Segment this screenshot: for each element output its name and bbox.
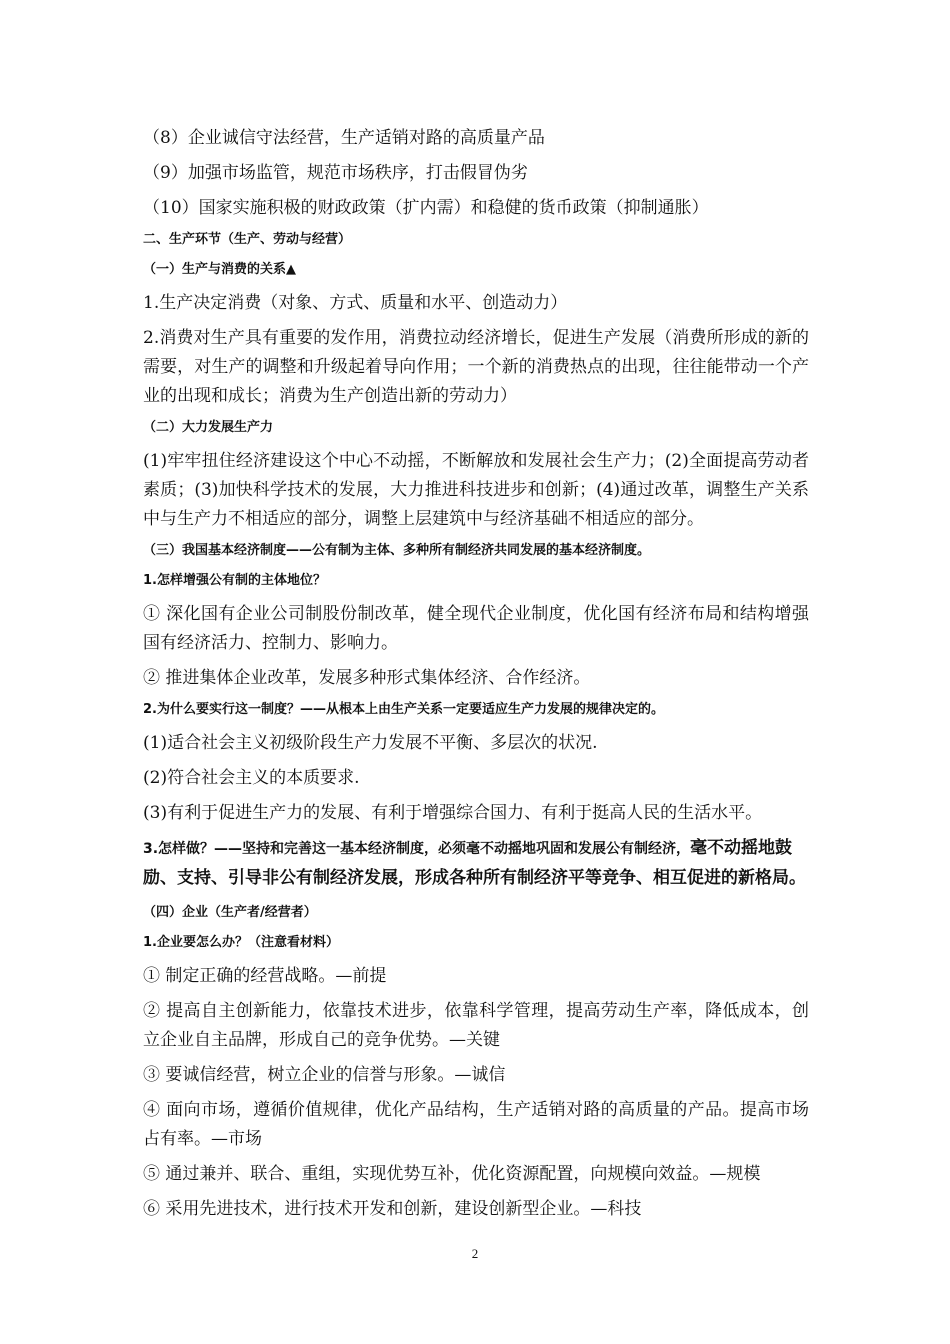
subsection-1-point-2: 2.消费对生产具有重要的发作用，消费拉动经济增长，促进生产发展（消费所形成的新的需要，对生产的调整和升级起着导向作用；一个新的消费热点的出现，往往能带动一个产业的出现和成长；消费为生产创造出新的劳动力） (143, 328, 809, 406)
page-content (143, 124, 809, 1230)
question-3-bold: 3.怎样做？——坚持和完善这一基本经济制度，必须毫不动摇地巩固和发展公有制经济， (143, 841, 691, 857)
page-number: 2 (471, 1246, 479, 1261)
question-3-rest: 毫不动摇地鼓励、支持、引导非公有制经济发展，形成各种所有制经济平等竞争、相互促进的新格局。 (143, 838, 806, 888)
subsection-3-answer-2-3: (3)有利于促进生产力的发展、有利于增强综合国力、有利于挺高人民的生活水平。 (143, 803, 763, 823)
subsection-3-question-3 (143, 834, 809, 894)
item-9: （9）加强市场监管，规范市场秩序，打击假冒伪劣 (143, 163, 528, 183)
item-8: （8）企业诚信守法经营，生产适销对路的高质量产品 (143, 128, 545, 148)
subsection-3-question-1: 1.怎样增强公有制的主体地位？ (143, 573, 326, 588)
subsection-3-answer-1-2: ② 推进集体企业改革，发展多种形式集体经济、合作经济。 (143, 668, 591, 688)
subsection-1-point-1: 1.生产决定消费（对象、方式、质量和水平、创造动力） (143, 293, 568, 313)
item-10: （10）国家实施积极的财政政策（扩内需）和稳健的货币政策（抑制通胀） (143, 198, 709, 218)
subsection-4-answer-2: ② 提高自主创新能力，依靠技术进步，依靠科学管理，提高劳动生产率，降低成本，创立企业自主品牌，形成自己的竞争优势。—关键 (143, 1001, 809, 1050)
subsection-3-title: （三）我国基本经济制度——公有制为主体、多种所有制经济共同发展的基本经济制度。 (143, 543, 651, 558)
subsection-3-answer-1-1: ① 深化国有企业公司制股份制改革，健全现代企业制度，优化国有经济布局和结构增强国有经济活力、控制力、影响力。 (143, 604, 809, 653)
subsection-4-answer-3: ③ 要诚信经营，树立企业的信誉与形象。—诚信 (143, 1065, 506, 1085)
subsection-1-title: （一）生产与消费的关系▲ (143, 262, 296, 277)
subsection-4-question-1: 1.企业要怎么办？（注意看材料） (143, 935, 339, 950)
subsection-3-answer-2-2: (2)符合社会主义的本质要求. (143, 768, 360, 788)
subsection-2-paragraph: (1)牢牢扭住经济建设这个中心不动摇，不断解放和发展社会生产力；(2)全面提高劳动者素质；(3)加快科学技术的发展，大力推进科技进步和创新；(4)通过改革，调整生产关系中与生产力不相适应的部分，调整上层建筑中与经济基础不相适应的部分。 (143, 451, 809, 529)
subsection-4-answer-4: ④ 面向市场，遵循价值规律，优化产品结构，生产适销对路的高质量的产品。提高市场占有率。—市场 (143, 1100, 809, 1149)
subsection-4-answer-5: ⑤ 通过兼并、联合、重组，实现优势互补，优化资源配置，向规模向效益。—规模 (143, 1164, 761, 1184)
subsection-2-title: （二）大力发展生产力 (143, 420, 274, 435)
subsection-4-answer-1: ① 制定正确的经营战略。—前提 (143, 966, 387, 986)
subsection-3-question-2: 2.为什么要实行这一制度？——从根本上由生产关系一定要适应生产力发展的规律决定的。 (143, 702, 664, 717)
subsection-4-title: （四）企业（生产者/经营者） (143, 905, 317, 920)
subsection-3-answer-2-1: (1)适合社会主义初级阶段生产力发展不平衡、多层次的状况. (143, 733, 598, 753)
subsection-4-answer-6: ⑥ 采用先进技术，进行技术开发和创新，建设创新型企业。—科技 (143, 1199, 642, 1219)
section-title: 二、生产环节（生产、劳动与经营） (143, 232, 352, 247)
